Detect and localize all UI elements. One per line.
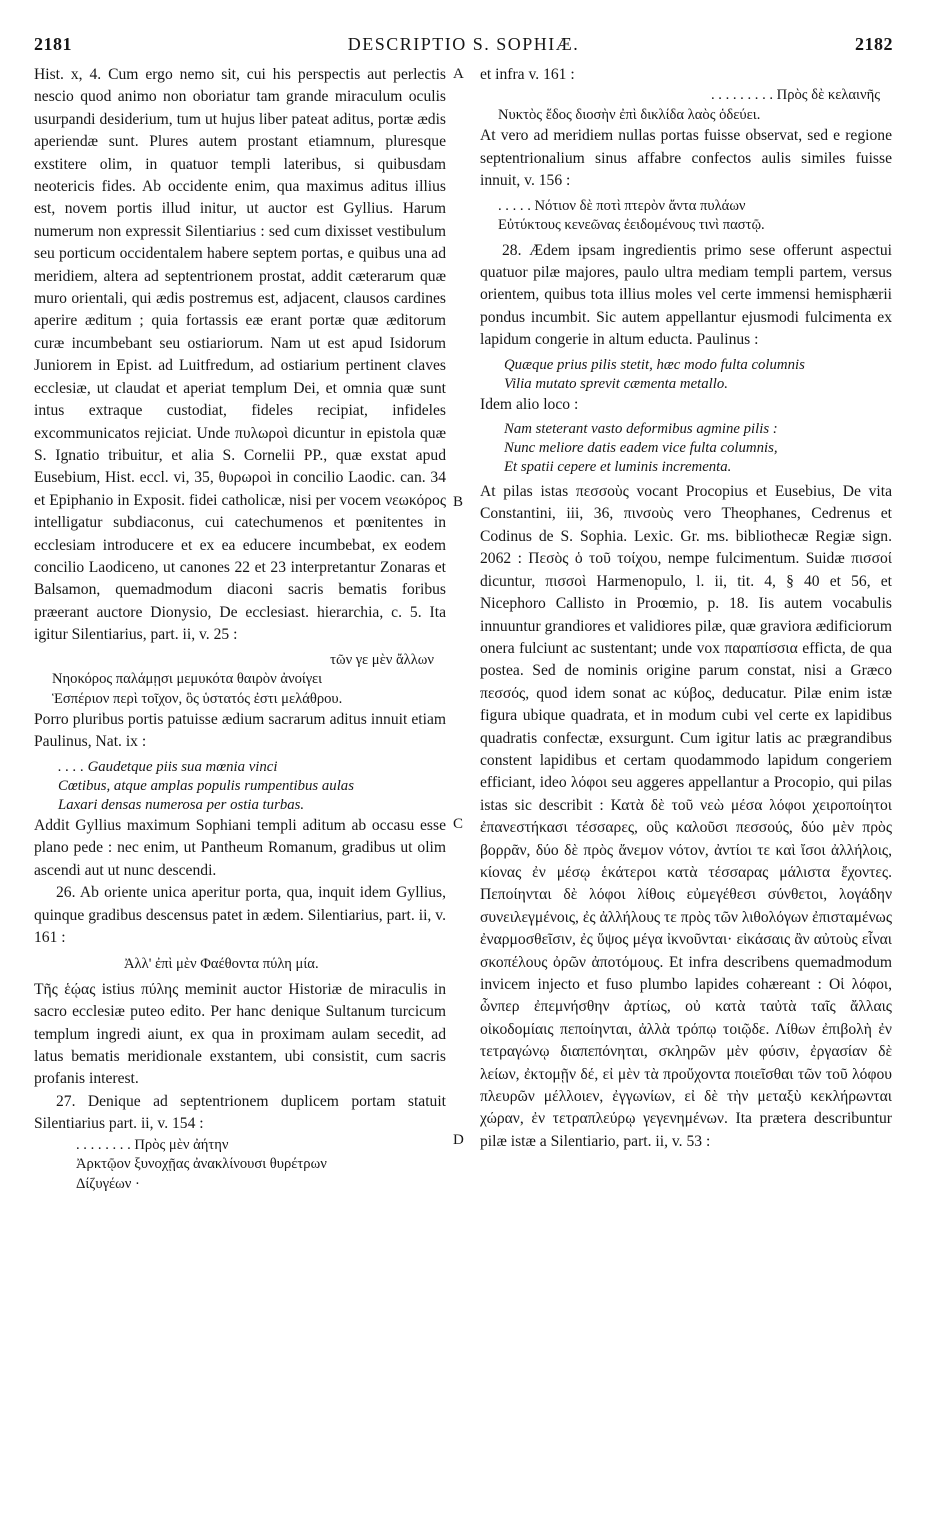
left-greek-quote-2 — [34, 955, 446, 975]
right-paragraph-5: At pilas istas πεσσοὺς vocant Procopius et Eusebius, De vita Constantini, iii, 36, πινσοὺς vero Theophanes, Cedrenus et Codinus de S. Sophia. Lexic. Gr. ms. bibliothecæ Regiæ sign. 2062 : Πεσὸς ὁ τοῦ τοίχου, nempe fulcimentum. Suidæ πισσοί dicuntur, πισσοὶ Harmenopulo, l. ii, tit. 4, § 40 et 56, et Nicephoro Callisto in Proœmio, p. 18. Iis autem vocabulis innuuntur grandiores et validiores pilæ, quæ graviora ædificiorum onera fulciunt ac sustentant; unde vox παραπίσσια efficta, de qua postea. Sed de nominis origine parum constat, nisi a Græco πεσσός, quod idem sonat ac κύβος, deducatur. Pilæ enim istæ figura ubique quadrata, et in modum cubi vel certe ex lapidibus quadratis confectæ, exsurgunt. Cum igitur latis ac prægrandibus constent lapidibus et certam quodammodo lapidum congeriem efficiant, ideo λόφοι seu aggeres appellantur a Procopio, qui pilas istas sic describit : Κατὰ δὲ τοῦ νεὼ μέσα λόφοι χειροποίητοι ἐπανεστήκασι τέσσαρες, οὓς καλοῦσι πεσσούς, δύο μὲν πρὸς βορρᾶν, δύο δὲ πρὸς ἄνεμον νότον, ἀντίοι τε καὶ ἴσοι ἀλλήλοις, κίονας ἐν μέσῳ ἑκάτεροι κατὰ τέσσαρας μάλιστα ἔχοντες. Πεποίηνται δὲ λόφοι λίθοις εὐμεγέθεσι σύνθετοι, λογάδην συνειλεγμένοις, ἐς ἀλλήλους τε πρὸς τῶν λιθολόγων ἐπισταμένως ἐναρμοσθεῖσιν, ἐς ὕψος μέγα ἰκνοῦνται· εἰκάσαις ἂν αὐτοὺς εἶναι σκοπέλους ὀρῶν ἀποτόμους. Et infra describens quemadmodum invicem injecto et fuso plumbo lapides cohæreant : Οἱ λόφοι, ὧνπερ ἐπεμνήσθην ἀρτίως, οὐ κατὰ ταὐτὰ ταῖς ἄλλαις οἰκοδομίαις πεποίηνται, ἀλλὰ τρόπῳ τοιῷδε. Λίθων ἐπιβολὴ ἐν τετραγώνῳ διαπεπόνηται, σκληρῶν μὲν φύσιν, ἐργασίαν δὲ λείων, ἐκτομῇν δέ, εἰ μὲν τὰ προὔχοντα ποιεῖσθαι τῶν τοῦ λόφου πλευρῶν μέλλοιεν, ἐγγωνίων, εἰ δὲ τὴν μεταξὺ κεκλήρωνται χώραν, ἐν τετραπλεύρῳ γεγενημένων. Ita prætera describuntur pilæ istæ a Silentiario, part. ii, v. 53 : — [480, 483, 892, 1150]
right-paragraph-3: 28. Ædem ipsam ingredientis primo sese offerunt aspectui quatuor pilæ majores, paulo ultra mediam templi partem, versus orientem, quibus tota illius moles vel certe immensi hemisphærii pondus incumbit. Sic autem appellantur ejusmodi fulcimenta ex lapidum congerie in altum educta. Paulinus : — [480, 241, 892, 349]
left-greek-quote-3 — [34, 1136, 446, 1195]
latin-line: Cœtibus, atque amplas populis rumpentibus aulas — [58, 777, 354, 794]
greek-line: Νυκτὸς ἕδος διοσὴν ἐπὶ δικλίδα λαὸς ὁδεύει. — [498, 106, 761, 123]
left-paragraph-1: Hist. x, 4. Cum ergo nemo sit, cui his perspectis aut perlectis nescio quod animo non oboriatur tam grande miraculum oculis usurpandi desiderium, tum ut hujus liber pateat aditus, portæ ædis aperiendæ sunt. Plures autem prostant etiamnum, pluresque exstitere olim, in quatuor templi lateribus, si quibusdam neotericis fides. Ab occidente enim, qua maximus aditus illius est, novem portis illud initur, ut auctor est Gyllius. Harum numerum non expressit Silentiarius : sed cum dixisset vestibulum seu porticum occidentalem habere septem portas, e quibus una ad meridiem, altera ad septentrionem prostat, addit cæterarum quæ muro orientali, qui ædis postremus est, adjacent, clausos cardines aperire æditum ; quia fortassis eæ erant portæ quæ æditorum curæ incumbebant seu ostiariorum. Nam ut est apud Isidorum Juniorem in Epist. ad Luitfredum, ad ostiarium pertinent claves ecclesiæ, ut claudat et aperiat templum Dei, et omnia quæ sunt intus extraque custodiat, fideles recipiat, infideles excommunicatos rejiciat. Unde πυλωροὶ dicuntur in epistola quæ S. Ignatio tribuitur, et alia S. Cornelii PP., quæ exstat apud Eusebium, Hist. eccl. vi, 35, θυρωροὶ in concilio Laodic. can. 34 et Epiphanio in Exposit. fidei catholicæ, nisi per vocem νεωκόρος intelligatur subdiaconus, cui catechumenos et pœnitentes in ecclesiam introducere et ex ea educere incumbebat, ex eodem concilio Laodiceno, ut canones 22 et 23 interpretantur Zonaras et Balsamon, quemadmodum diaconi sacris bematis foribus præerant auctore Dionysio, De ecclesiast. hierarchia, c. 5. Ita igitur Silentiarius, part. ii, v. 25 : — [34, 66, 446, 644]
latin-line: Et spatii cepere et luminis incrementa. — [504, 459, 732, 476]
left-paragraph-6: 27. Denique ad septentrionem duplicem portam statuit Silentiarius part. ii, v. 154 : — [34, 1092, 446, 1133]
latin-line: . . . . Gaudetque piis sua mœnia vinci — [58, 758, 278, 775]
right-column — [480, 64, 892, 1153]
right-paragraph-1: et infra v. 161 : — [480, 66, 575, 83]
latin-line: Nunc meliore datis eadem vice fulta columnis, — [504, 440, 778, 457]
page-number-right: 2182 — [855, 34, 893, 54]
latin-line: Laxari densas numerosa per ostia turbas. — [58, 796, 305, 813]
greek-line: Εὐτύκτους κενεῶνας ἐειδομένους τινὶ παστῷ. — [498, 217, 765, 234]
left-paragraph-5: Τῆς ἑῴας istius πύλης meminit auctor Historiæ de miraculis in sacro ecclesiæ puteo edito. Per hanc denique Sultanum turcicum templum ingredi aiunt, ex qua in proximam aulam secedit, ad latus bematis meridionale exstantem, ubi consistit, cum sacris profanis interest. — [34, 980, 446, 1088]
margin-letter-a: A — [453, 66, 464, 82]
latin-line: Vilia mutato sprevit cæmenta metallo. — [504, 375, 728, 392]
left-paragraph-2: Porro pluribus portis patuisse ædium sacrarum aditus innuit etiam Paulinus, Nat. ix : — [34, 711, 446, 751]
page-number-left: 2181 — [34, 34, 72, 54]
greek-line: Ἀλλ' ἐπὶ μὲν Φαέθοντα πύλη μία. — [124, 956, 319, 973]
left-paragraph-4: 26. Ab oriente unica aperitur porta, qua, inquit idem Gyllius, quinque gradibus descensus patet in ædem. Silentiarius, part. ii, v. 161 : — [34, 884, 446, 946]
right-latin-quote-1 — [480, 356, 892, 394]
greek-line: . . . . . Νότιον δὲ ποτὶ πτερὸν ἄντα πυλάων — [498, 197, 746, 214]
left-paragraph-3: Addit Gyllius maximum Sophiani templi aditum ab occasu esse plano pede : nec enim, ut Pantheum Romanum, gradibus ut olim ascendi aut ut nunc descendi. — [34, 816, 446, 879]
greek-line: Νηοκόρος παλάμῃσι μεμυκότα θαιρὸν ἀνοίγει — [52, 671, 323, 688]
right-paragraph-4: Idem alio loco : — [480, 395, 579, 413]
right-greek-quote-2 — [480, 197, 892, 236]
greek-line: τῶν γε μὲν ἄλλων — [330, 651, 434, 668]
margin-letter-b: B — [453, 494, 464, 510]
greek-line: Ἀρκτῷον ξυνοχῇας ἀνακλίνουσι θυρέτρων — [76, 1156, 327, 1173]
latin-line: Quæque prius pilis stetit, hæc modo fulta columnis — [504, 356, 805, 373]
left-latin-quote-1 — [34, 758, 446, 815]
page-title: DESCRIPTIO S. SOPHIÆ. — [347, 34, 580, 54]
latin-line: Nam steterant vasto deformibus agmine pilis : — [504, 421, 778, 438]
text-columns — [34, 64, 893, 1524]
running-header — [34, 32, 893, 64]
margin-letter-d: D — [453, 1132, 464, 1148]
greek-line: Δίζυγέων · — [76, 1175, 140, 1192]
greek-line: Ἑσπέριον περὶ τοῖχον, ὃς ὑστατός ἐστι μελάθρου. — [52, 690, 343, 707]
margin-letter-c: C — [453, 816, 464, 832]
right-latin-quote-2 — [480, 420, 892, 477]
right-paragraph-2: At vero ad meridiem nullas portas fuisse observat, sed e regione septentrionalium sinus affabre confectos aulis similes fuisse innuit, v. 156 : — [480, 127, 892, 190]
greek-line: . . . . . . . . Πρὸς μὲν ἀήτην — [76, 1136, 229, 1153]
left-greek-quote-1 — [34, 651, 446, 710]
right-greek-quote-1 — [480, 86, 892, 125]
greek-line: . . . . . . . . . Πρὸς δὲ κελαινῆς — [710, 87, 880, 104]
left-column — [34, 64, 446, 1194]
